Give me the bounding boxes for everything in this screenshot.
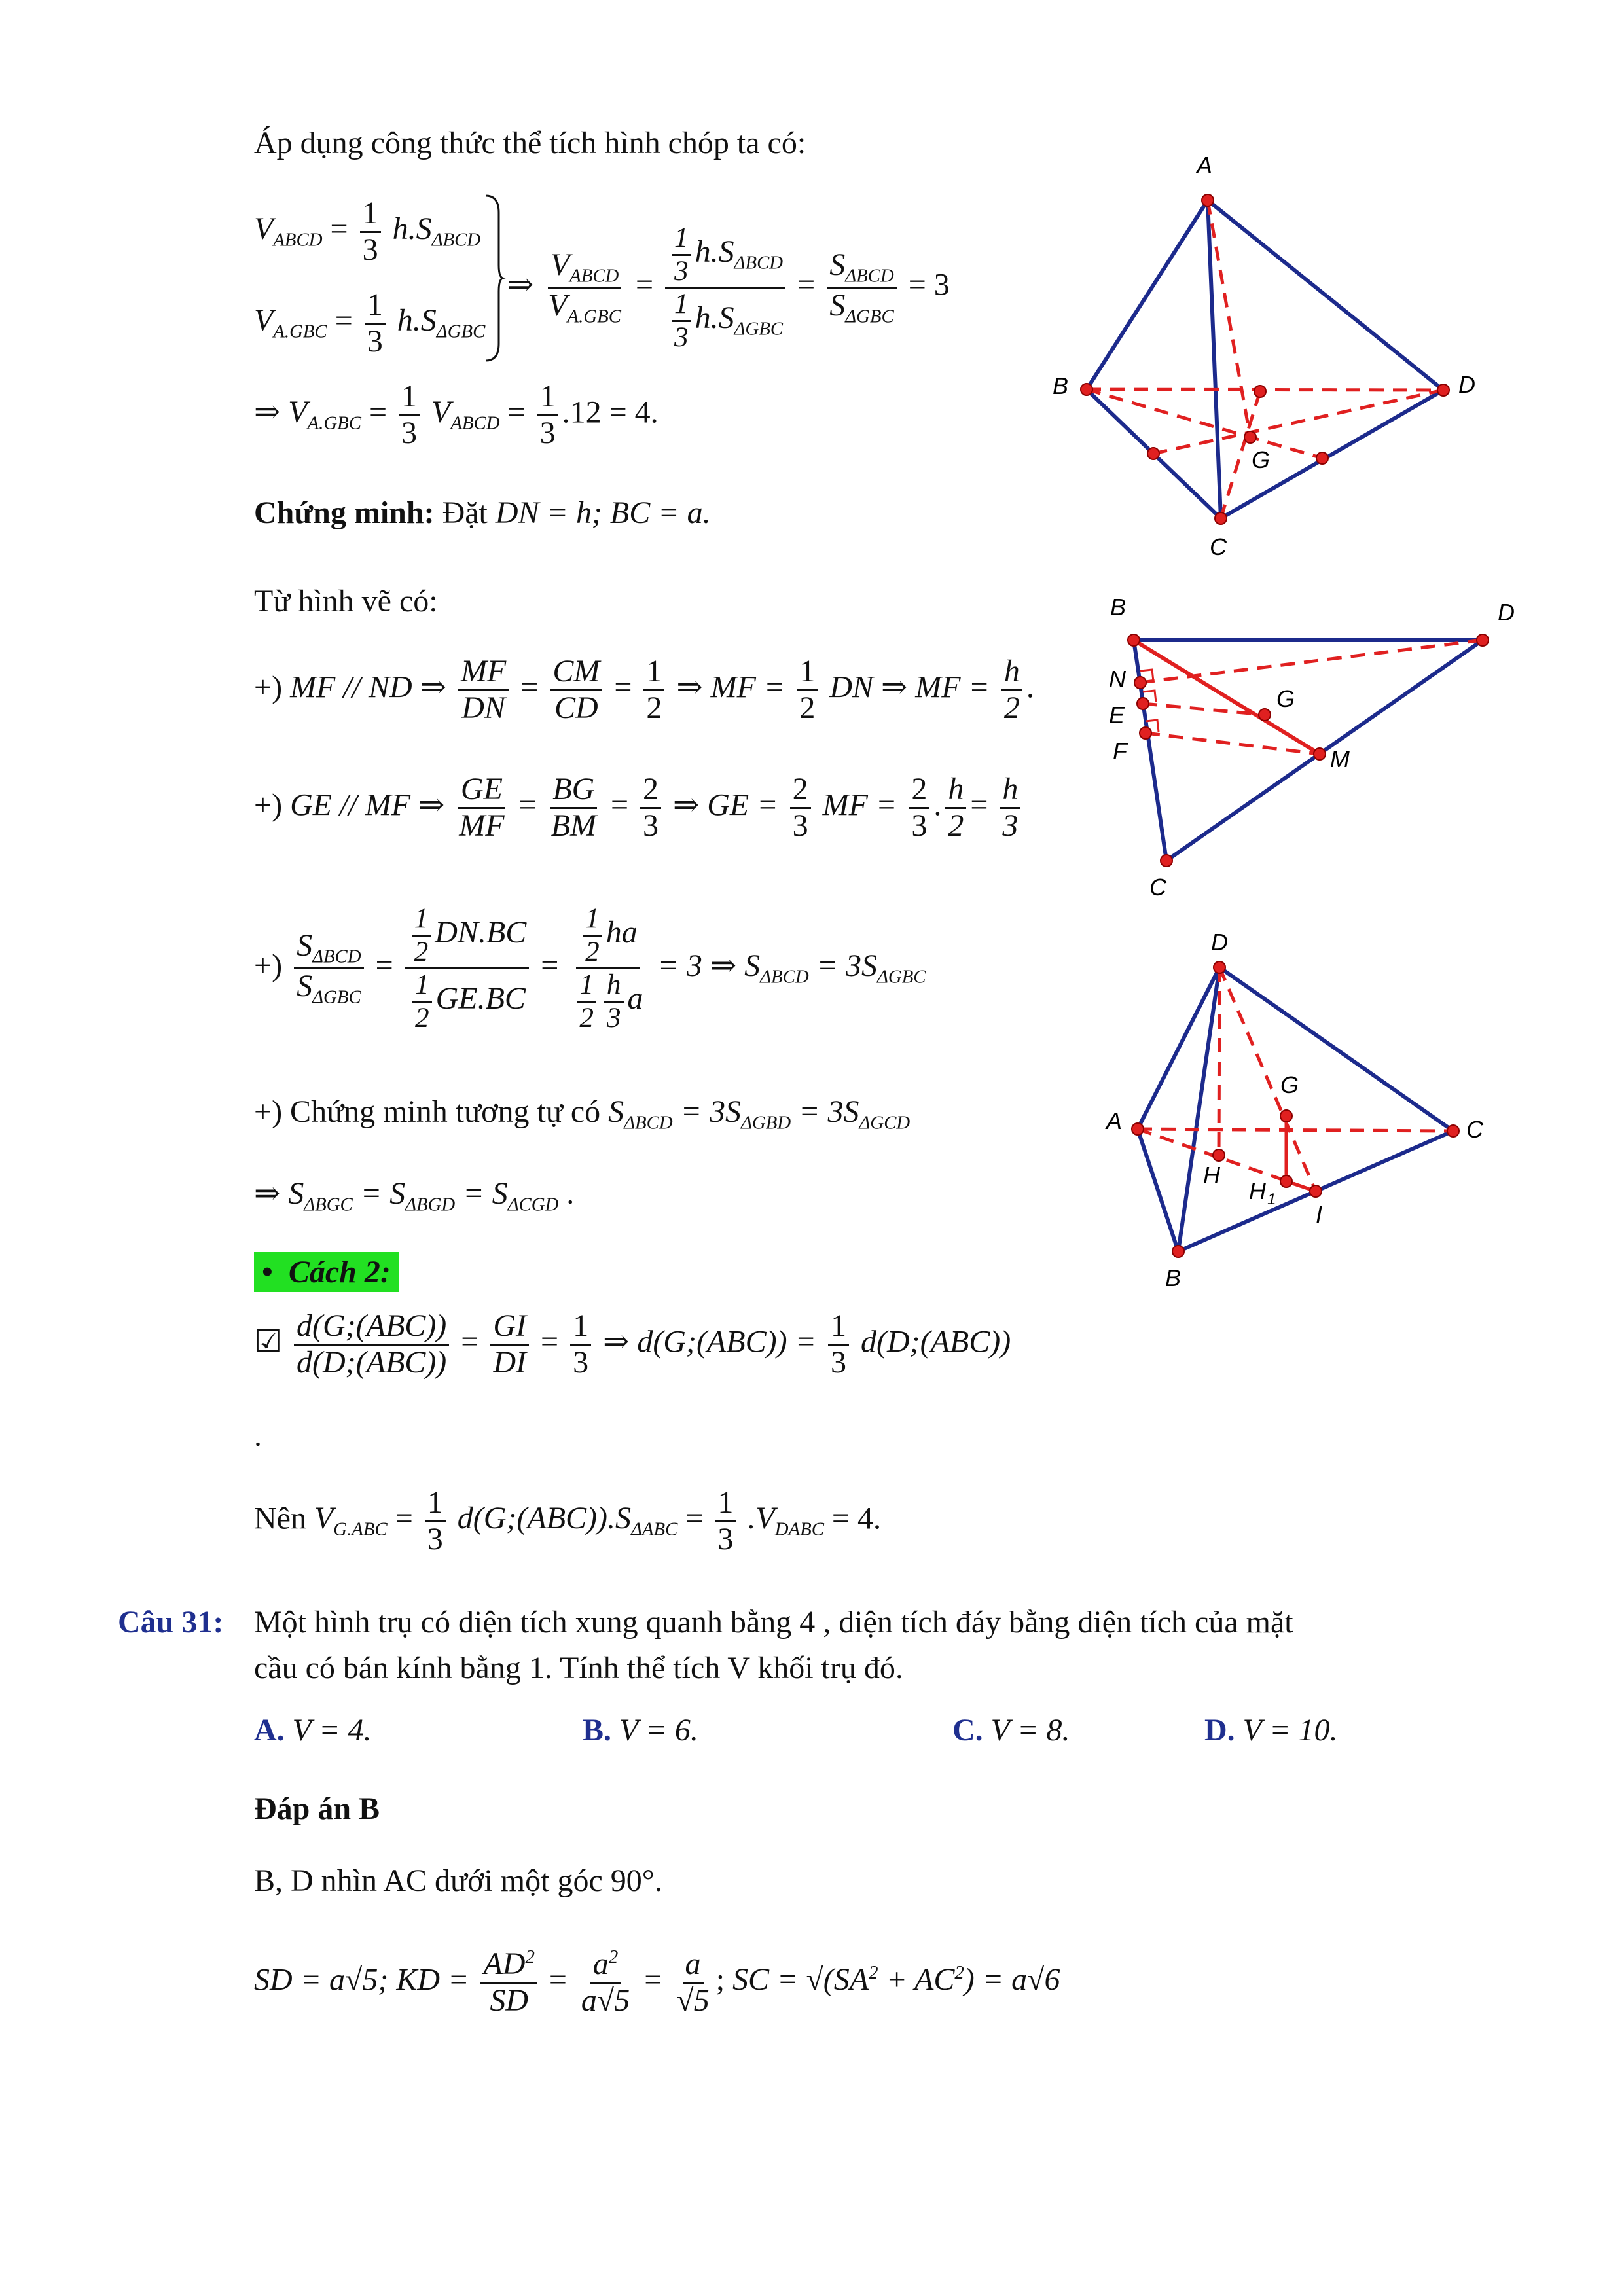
fig1-label-a: A bbox=[1197, 152, 1213, 179]
fig2-label-f: F bbox=[1113, 738, 1127, 764]
option-d-text: V = 10. bbox=[1242, 1713, 1338, 1748]
line-mf-nd: +) MF // ND ⇒ $\frac{MF}{DN}$ = $\frac{CM}{CD}$ = $\frac{1}{2}$ ⇒ MF = $\frac{1}{2}$ DN ⇒ MF = $\frac{h}{2}$ . bbox=[254, 654, 1034, 725]
l1-mid2: DN ⇒ MF = bbox=[829, 670, 990, 705]
nen-label: Nên bbox=[254, 1501, 306, 1536]
proof-line bbox=[254, 494, 711, 532]
option-b-text: V = 6. bbox=[619, 1713, 698, 1748]
option-c[interactable] bbox=[952, 1712, 1070, 1749]
l1-head: MF // ND ⇒ bbox=[290, 670, 446, 705]
l2-head: GE // MF ⇒ bbox=[290, 787, 445, 823]
l1-mid: ⇒ MF = bbox=[676, 670, 785, 705]
formula-vabcd: $V_{ABCD}$ = $\frac{1}{3}$ $h.S_{\Delta BCD}$ bbox=[254, 196, 481, 267]
fig3-label-b: B bbox=[1165, 1265, 1182, 1291]
q31-label bbox=[118, 1604, 223, 1641]
fig3-label-h1: H bbox=[1249, 1177, 1266, 1204]
fig1-label-d: D bbox=[1458, 371, 1475, 398]
fig1-label-c: C bbox=[1210, 533, 1227, 560]
formula-vagbc: $V_{A.GBC}$ = $\frac{1}{3}$ $h.S_{\Delta GBC}$ bbox=[254, 287, 486, 359]
fig1-label-g: G bbox=[1252, 446, 1271, 473]
l2-prefix: +) bbox=[254, 787, 283, 823]
proof-math: DN = h; BC = a. bbox=[495, 495, 711, 530]
option-d-label: D. bbox=[1204, 1713, 1235, 1748]
line-equal-areas: ⇒ $S_{\Delta BGC} = S_{\Delta BGD} = S_{\Delta CGD}$ . bbox=[254, 1176, 575, 1215]
sd-line: SD = a√5; KD = $\frac{AD^2}{SD}$ = $\frac{a^2}{a√5}$ = $\frac{a}{√5}$ ; SC = $√(SA^2 + AC^2) = a√6$ bbox=[254, 1946, 1060, 2018]
q31-line2: cầu có bán kính bằng 1. Tính thể tích V khối trụ đó. bbox=[254, 1651, 903, 1685]
answer: Đáp án B bbox=[254, 1791, 380, 1826]
option-c-label: C. bbox=[952, 1713, 983, 1748]
method2-label: Cách 2: bbox=[288, 1255, 391, 1289]
fig2-label-c: C bbox=[1149, 874, 1166, 901]
svg-text:1: 1 bbox=[1267, 1191, 1276, 1208]
q31-line1: Một hình trụ có diện tích xung quanh bằng 4 , diện tích đáy bằng diện tích của mặt bbox=[254, 1605, 1293, 1640]
brace bbox=[484, 193, 504, 363]
checkbox-icon: ☑ bbox=[254, 1324, 283, 1359]
proof-text: Đặt bbox=[442, 495, 488, 530]
f2-tail: .12 = 4. bbox=[562, 395, 659, 430]
proof-label: Chứng minh: bbox=[254, 495, 435, 530]
from-figure: Từ hình vẽ có: bbox=[254, 584, 438, 619]
formula-vagbc-result: ⇒ $V_{A.GBC}$ = $\frac{1}{3}$ $V_{ABCD}$ = $\frac{1}{3}$ .12 = 4. bbox=[254, 379, 659, 450]
option-a-label: A. bbox=[254, 1713, 285, 1748]
fig3-label-a: A bbox=[1106, 1107, 1123, 1134]
m2-tail2: d(D;(ABC)) bbox=[860, 1324, 1011, 1359]
fig3-label-c: C bbox=[1466, 1116, 1483, 1143]
option-b[interactable] bbox=[583, 1712, 698, 1749]
option-a[interactable] bbox=[254, 1712, 372, 1749]
l2-mid2: MF = bbox=[822, 787, 897, 823]
m2-tail: ⇒ d(G;(ABC)) = bbox=[603, 1324, 816, 1359]
figure-tetrahedron-1 bbox=[1034, 137, 1519, 569]
bd-line: B, D nhìn AC dưới một góc 90°. bbox=[254, 1863, 662, 1898]
fig2-label-m: M bbox=[1330, 745, 1350, 772]
option-b-label: B. bbox=[583, 1713, 612, 1748]
fig3-label-d: D bbox=[1211, 929, 1228, 956]
l4-text: +) Chứng minh tương tự có bbox=[254, 1094, 601, 1129]
nen-tail: = 4. bbox=[831, 1501, 881, 1536]
fig3-label-g: G bbox=[1280, 1071, 1299, 1098]
fig2-label-g: G bbox=[1276, 685, 1295, 712]
intro-text: Áp dụng công thức thể tích hình chóp ta có: bbox=[254, 126, 806, 160]
l3-prefix: +) bbox=[254, 948, 283, 983]
fig2-label-b: B bbox=[1110, 594, 1127, 620]
fig1-label-b: B bbox=[1053, 372, 1069, 399]
q31-label-text: Câu 31: bbox=[118, 1605, 224, 1640]
line-ge-mf: +) GE // MF ⇒ $\frac{GE}{MF}$ = $\frac{BG}{BM}$ = $\frac{2}{3}$ ⇒ GE = $\frac{2}{3}$ MF = $\frac{2}{3}$ . $\frac{h}{2}$ = $\frac{h}{3}$ bbox=[254, 772, 1024, 844]
l2-mid: ⇒ GE = bbox=[673, 787, 778, 823]
l1-prefix: +) bbox=[254, 670, 283, 705]
fig3-label-i: I bbox=[1316, 1201, 1323, 1228]
formula-ratio: ⇒ $\frac{V_{ABCD}}{V_{A.GBC}}$ = $\frac{1}{3}$ $h.S_{\Delta BCD}$ $\frac{1}{3}$ $h.S_{\Delta GBC}$ = $\frac{S_{\Delta BCD}}{S_{\Delta GBC}}$ = 3 bbox=[507, 223, 950, 353]
option-d[interactable] bbox=[1204, 1712, 1338, 1749]
method2-heading: • Cách 2: bbox=[254, 1253, 399, 1291]
fig2-label-d: D bbox=[1498, 599, 1515, 626]
fig3-label-h: H bbox=[1203, 1162, 1220, 1189]
nen-line: Nên $V_{G.ABC}$ = $\frac{1}{3}$ $d(G;(ABC)).S_{\Delta ABC}$ = $\frac{1}{3}$ $.V_{DABC} = 4$. bbox=[254, 1485, 881, 1556]
line-similar: +) Chứng minh tương tự có $S_{\Delta BCD} = 3S_{\Delta GBD} = 3S_{\Delta GCD}$ bbox=[254, 1094, 911, 1134]
figure-tetrahedron-3 bbox=[1100, 929, 1506, 1296]
figure-triangle-2 bbox=[1087, 583, 1515, 916]
ratio-result: = 3 bbox=[908, 267, 950, 302]
line-area-ratio: +) $\frac{S_{\Delta BCD}}{S_{\Delta GBC}}$ = $\frac{1}{2}$ DN.BC $\frac{1}{2}$ GE.BC = $\frac{1}{2}$ ha $\frac{1}{2}$ $\frac{h}{3}$ a = 3 ⇒ $S_{\Delta BCD} = 3S_{\Delta GBC}$ bbox=[254, 903, 926, 1033]
fig2-label-n: N bbox=[1109, 666, 1126, 692]
option-c-text: V = 8. bbox=[990, 1713, 1070, 1748]
method2-formula: ☑ $\frac{\text{d(G;(ABC))}}{\text{d(D;(ABC))}}$ = $\frac{GI}{DI}$ = $\frac{1}{3}$ ⇒ d(G;(ABC)) = $\frac{1}{3}$ d(D;(ABC)) bbox=[254, 1308, 1011, 1380]
option-a-text: V = 4. bbox=[292, 1713, 372, 1748]
fig2-label-e: E bbox=[1109, 702, 1125, 728]
stray-dot: . bbox=[254, 1418, 262, 1453]
